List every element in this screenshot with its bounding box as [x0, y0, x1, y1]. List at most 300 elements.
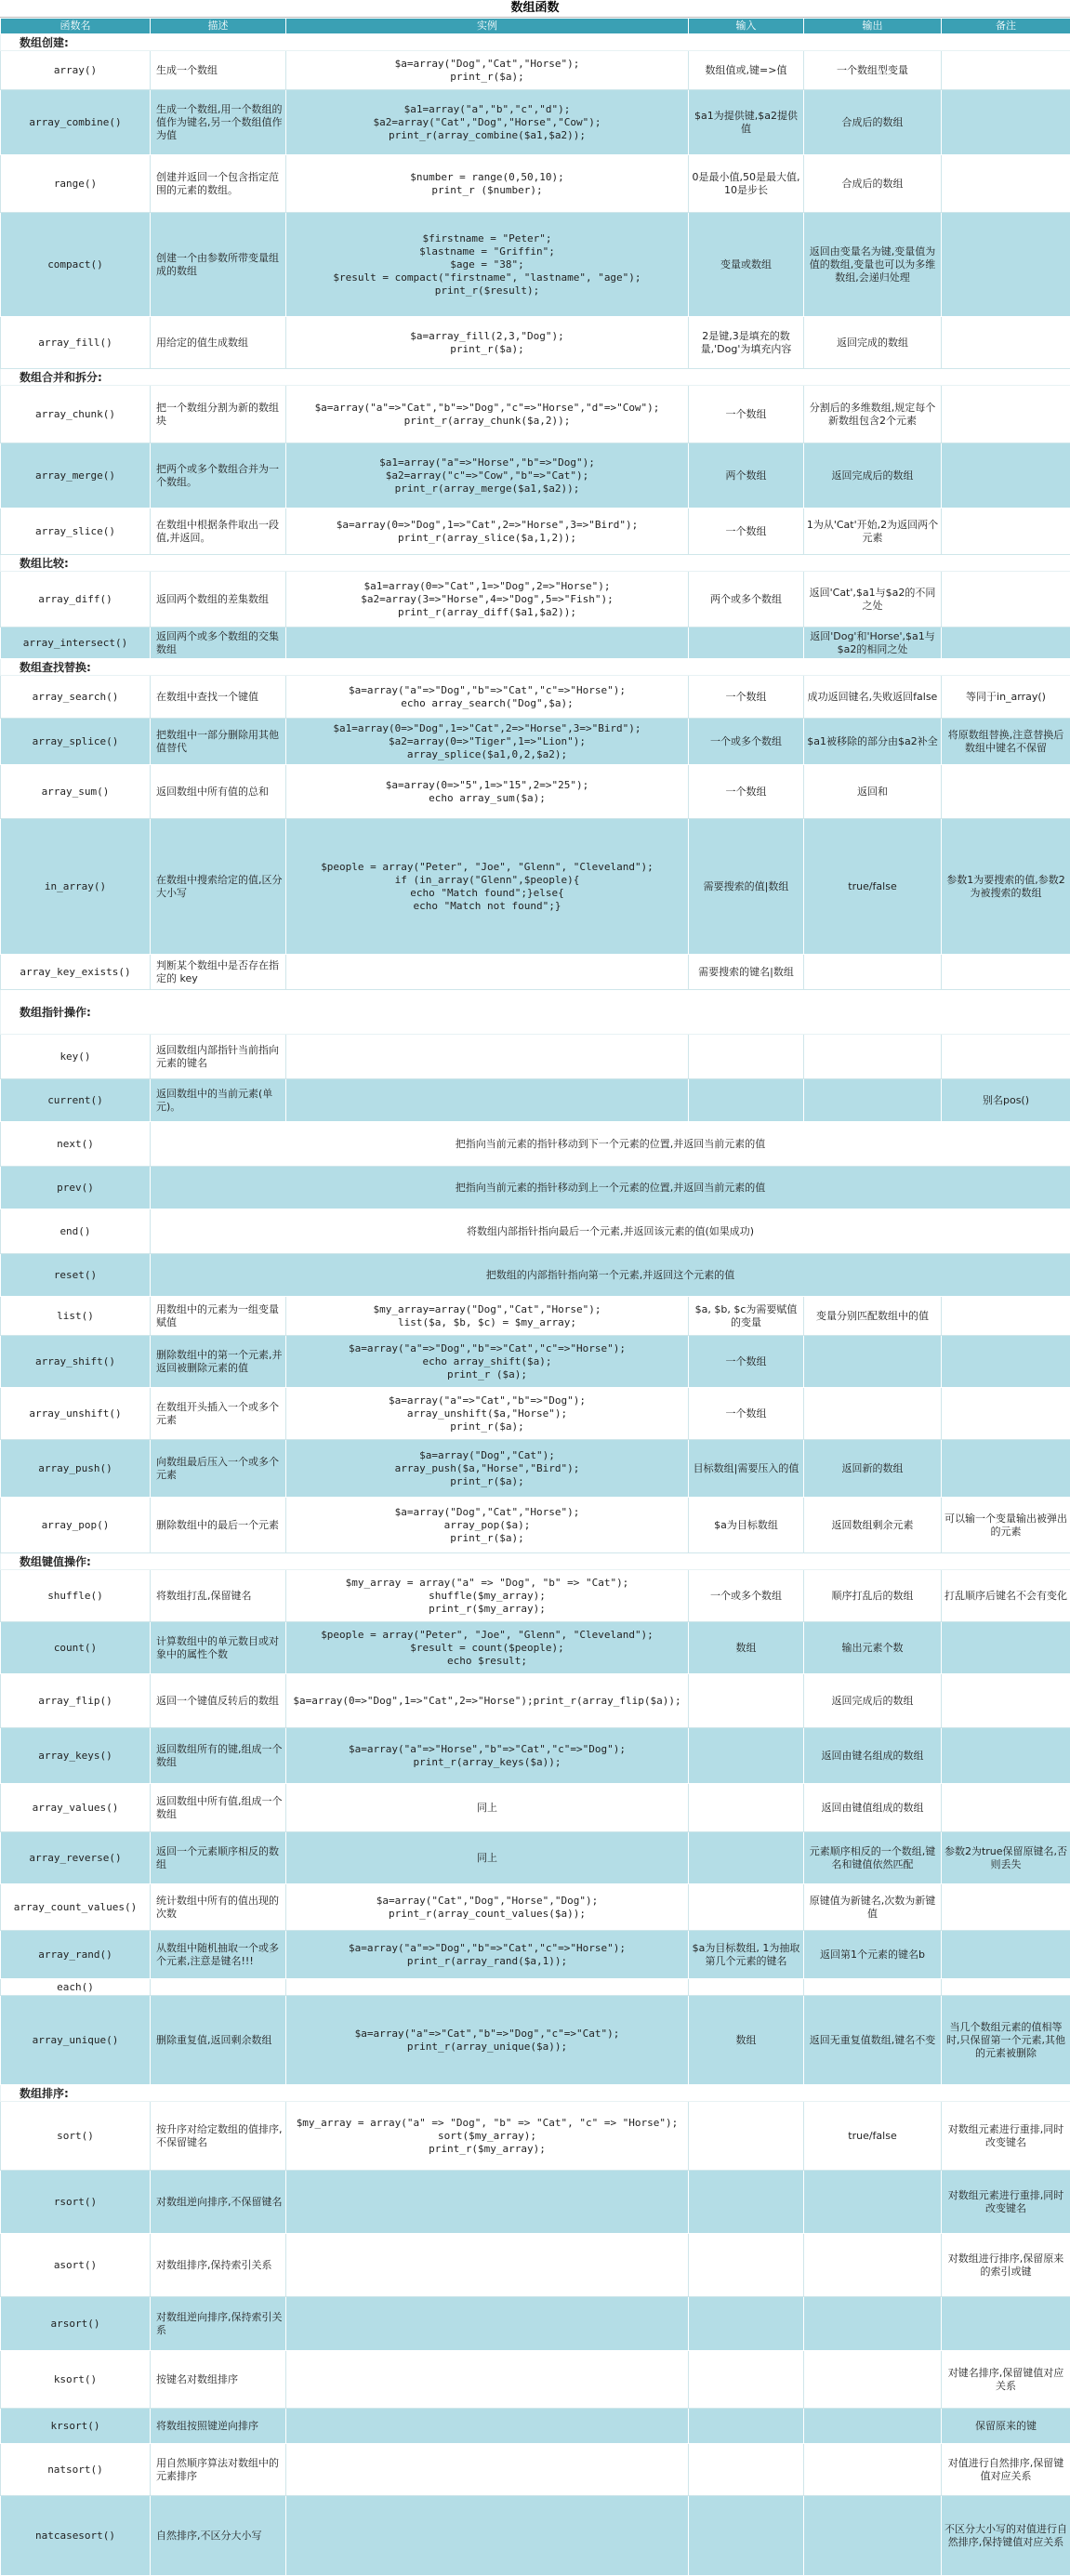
function-input: $a为目标数组, 1为抽取第几个元素的键名 — [689, 1931, 804, 1979]
function-description: 把两个或多个数组合并为一个数组。 — [151, 443, 286, 509]
function-description — [151, 1979, 286, 1996]
function-note — [942, 90, 1070, 155]
function-note: 对数组进行排序,保留原来的索引或键 — [942, 2234, 1070, 2297]
function-note — [942, 1388, 1070, 1440]
function-description: 返回数组中所有值的总和 — [151, 765, 286, 819]
function-input: 变量或数组 — [689, 213, 804, 317]
function-row — [1, 1167, 1070, 1209]
function-description: 在数组中搜索给定的值,区分大小写 — [151, 819, 286, 955]
header-row — [1, 19, 1070, 34]
function-row — [1, 2171, 1070, 2234]
function-input: 一个数组 — [689, 1388, 804, 1440]
section-row — [1, 659, 1070, 676]
function-description: 返回一个键值反转后的数组 — [151, 1674, 286, 1728]
function-example: $a1=array(0=>"Cat",1=>"Dog",2=>"Horse"); $a2=array(3=>"Horse",4=>"Dog",5=>"Fish"); print_r(array_diff($a1,$a2)); — [286, 572, 689, 627]
function-name: list() — [1, 1297, 151, 1336]
function-description: 自然排序,不区分大小写 — [151, 2496, 286, 2576]
function-name: array_chunk() — [1, 386, 151, 443]
function-row — [1, 1209, 1070, 1254]
function-description: 删除重复值,返回剩余数组 — [151, 1996, 286, 2085]
section-row — [1, 555, 1070, 572]
function-output: 元素顺序相反的一个数组,键名和键值依然匹配 — [804, 1832, 942, 1884]
function-output: true/false — [804, 819, 942, 955]
function-description: 对数组排序,保持索引关系 — [151, 2234, 286, 2297]
function-row — [1, 1979, 1070, 1996]
function-note — [942, 1440, 1070, 1498]
function-input — [689, 2444, 804, 2496]
function-row — [1, 90, 1070, 155]
function-description: 判断某个数组中是否存在指定的 key — [151, 955, 286, 990]
function-row — [1, 1388, 1070, 1440]
function-note — [942, 1784, 1070, 1832]
function-note: 将原数组替换,注意替换后数组中键名不保留 — [942, 719, 1070, 765]
function-example — [286, 2496, 689, 2576]
section-row — [1, 1553, 1070, 1570]
function-note: 对键名排序,保留键值对应关系 — [942, 2351, 1070, 2409]
function-example: $a=array("Dog","Cat","Horse"); print_r($a); — [286, 51, 689, 90]
function-note — [942, 213, 1070, 317]
function-note: 参数1为要搜索的值,参数2为被搜索的数组 — [942, 819, 1070, 955]
function-description: 将数组内部指针指向最后一个元素,并返回该元素的值(如果成功) — [151, 1209, 1070, 1254]
function-example: $my_array=array("Dog","Cat","Horse"); list($a, $b, $c) = $my_array; — [286, 1297, 689, 1336]
function-name: end() — [1, 1209, 151, 1254]
function-description: 将数组按照键逆向排序 — [151, 2409, 286, 2444]
function-description: 向数组最后压入一个或多个元素 — [151, 1440, 286, 1498]
function-description: 把数组的内部指针指向第一个元素,并返回这个元素的值 — [151, 1254, 1070, 1297]
function-output: 合成后的数组 — [804, 90, 942, 155]
function-example — [286, 2234, 689, 2297]
function-name: array_flip() — [1, 1674, 151, 1728]
function-row — [1, 2496, 1070, 2576]
function-note: 对数组元素进行重排,同时改变键名 — [942, 2102, 1070, 2171]
function-output: 返回由键值组成的数组 — [804, 1784, 942, 1832]
function-name: array_combine() — [1, 90, 151, 155]
section-row — [1, 990, 1070, 1035]
function-note: 可以输一个变量输出被弹出的元素 — [942, 1498, 1070, 1553]
function-output — [804, 2234, 942, 2297]
function-example: $a=array_fill(2,3,"Dog"); print_r($a); — [286, 317, 689, 369]
function-name: array_keys() — [1, 1728, 151, 1784]
function-row — [1, 213, 1070, 317]
function-description: 统计数组中所有的值出现的次数 — [151, 1884, 286, 1931]
function-name: array_pop() — [1, 1498, 151, 1553]
function-note: 对数组元素进行重排,同时改变键名 — [942, 2171, 1070, 2234]
header-desc: 描述 — [151, 19, 286, 34]
function-row — [1, 1440, 1070, 1498]
function-input — [689, 1035, 804, 1079]
function-name: array() — [1, 51, 151, 90]
function-output: 一个数组型变量 — [804, 51, 942, 90]
function-example: $a=array("Dog","Cat","Horse"); array_pop($a); print_r($a); — [286, 1498, 689, 1553]
function-description: 把指向当前元素的指针移动到下一个元素的位置,并返回当前元素的值 — [151, 1122, 1070, 1167]
function-output — [804, 1388, 942, 1440]
function-row — [1, 765, 1070, 819]
function-name: natcasesort() — [1, 2496, 151, 2576]
function-row — [1, 1674, 1070, 1728]
function-output — [804, 2496, 942, 2576]
function-output: 返回新的数组 — [804, 1440, 942, 1498]
function-output: 返回无重复值数组,键名不变 — [804, 1996, 942, 2085]
function-name: array_rand() — [1, 1931, 151, 1979]
function-example: $a=array("a"=>"Cat","b"=>"Dog","c"=>"Cat"); print_r(array_unique($a)); — [286, 1996, 689, 2085]
function-name: array_unique() — [1, 1996, 151, 2085]
function-input — [689, 1079, 804, 1122]
function-example: $a=array("a"=>"Cat","b"=>"Dog"); array_unshift($a,"Horse"); print_r($a); — [286, 1388, 689, 1440]
function-example: $my_array = array("a" => "Dog", "b" => "Cat", "c" => "Horse"); sort($my_array); print_r($my_array); — [286, 2102, 689, 2171]
function-row — [1, 1996, 1070, 2085]
function-output: 返回由键名组成的数组 — [804, 1728, 942, 1784]
function-description: 返回数组内部指针当前指向元素的键名 — [151, 1035, 286, 1079]
function-name: array_search() — [1, 676, 151, 719]
function-name: arsort() — [1, 2297, 151, 2351]
function-note — [942, 1674, 1070, 1728]
function-output: 返回第1个元素的键名b — [804, 1931, 942, 1979]
function-row — [1, 1622, 1070, 1674]
function-example: $a=array("Dog","Cat"); array_push($a,"Horse","Bird"); print_r($a); — [286, 1440, 689, 1498]
function-name: array_reverse() — [1, 1832, 151, 1884]
function-description: 创建并返回一个包含指定范围的元素的数组。 — [151, 155, 286, 213]
function-note: 等同于in_array() — [942, 676, 1070, 719]
function-example: 同上 — [286, 1832, 689, 1884]
function-name: krsort() — [1, 2409, 151, 2444]
function-example — [286, 2171, 689, 2234]
function-description: 用自然顺序算法对数组中的元素排序 — [151, 2444, 286, 2496]
function-example: $a=array(0=>"Dog",1=>"Cat",2=>"Horse",3=>"Bird"); print_r(array_slice($a,1,2)); — [286, 509, 689, 555]
function-description: 返回数组中的当前元素(单元)。 — [151, 1079, 286, 1122]
function-row — [1, 2234, 1070, 2297]
function-output: 分割后的多维数组,规定每个新数组包含2个元素 — [804, 386, 942, 443]
function-note — [942, 317, 1070, 369]
function-name: array_diff() — [1, 572, 151, 627]
function-output — [804, 2171, 942, 2234]
function-description: 返回一个元素顺序相反的数组 — [151, 1832, 286, 1884]
function-example: $people = array("Peter", "Joe", "Glenn", "Cleveland"); $result = count($people); echo $result; — [286, 1622, 689, 1674]
function-input: 需要搜索的值|数组 — [689, 819, 804, 955]
function-example: $a1=array("a","b","c","d"); $a2=array("Cat","Dog","Horse","Cow"); print_r(array_combine($a1,$a2)); — [286, 90, 689, 155]
section-label: 数组查找替换: — [1, 659, 1070, 676]
function-note — [942, 572, 1070, 627]
function-input: 两个数组 — [689, 443, 804, 509]
function-row — [1, 1784, 1070, 1832]
function-description: 按键名对数组排序 — [151, 2351, 286, 2409]
header-input: 输入 — [689, 19, 804, 34]
function-row — [1, 51, 1070, 90]
function-output — [804, 955, 942, 990]
function-input: 需要搜索的键名|数组 — [689, 955, 804, 990]
function-input: $a1为提供键,$a2提供值 — [689, 90, 804, 155]
function-output: 顺序打乱后的数组 — [804, 1570, 942, 1622]
function-description: 计算数组中的单元数目或对象中的属性个数 — [151, 1622, 286, 1674]
function-note — [942, 2297, 1070, 2351]
function-input: 一个数组 — [689, 1336, 804, 1388]
function-name: prev() — [1, 1167, 151, 1209]
function-name: array_shift() — [1, 1336, 151, 1388]
function-row — [1, 509, 1070, 555]
function-description: 创建一个由参数所带变量组成的数组 — [151, 213, 286, 317]
function-output — [804, 2409, 942, 2444]
function-input — [689, 2409, 804, 2444]
function-input: 数组 — [689, 1996, 804, 2085]
function-output: 变量分别匹配数组中的值 — [804, 1297, 942, 1336]
function-description: 删除数组中的第一个元素,并返回被删除元素的值 — [151, 1336, 286, 1388]
section-label: 数组键值操作: — [1, 1553, 1070, 1570]
function-description: 把一个数组分割为新的数组块 — [151, 386, 286, 443]
function-input — [689, 2351, 804, 2409]
function-name: array_splice() — [1, 719, 151, 765]
function-row — [1, 1570, 1070, 1622]
function-input — [689, 1979, 804, 1996]
function-row — [1, 2102, 1070, 2171]
function-description: 把指向当前元素的指针移动到上一个元素的位置,并返回当前元素的值 — [151, 1167, 1070, 1209]
function-name: asort() — [1, 2234, 151, 2297]
function-output: 返回完成的数组 — [804, 317, 942, 369]
function-description: 按升序对给定数组的值排序,不保留键名 — [151, 2102, 286, 2171]
function-note — [942, 1979, 1070, 1996]
function-row — [1, 1336, 1070, 1388]
section-label: 数组指针操作: — [1, 990, 1070, 1035]
function-row — [1, 2444, 1070, 2496]
function-description: 用数组中的元素为一组变量赋值 — [151, 1297, 286, 1336]
function-example — [286, 2409, 689, 2444]
function-input: 一个数组 — [689, 765, 804, 819]
function-note — [942, 51, 1070, 90]
function-input: 目标数组|需要压入的值 — [689, 1440, 804, 1498]
function-name: next() — [1, 1122, 151, 1167]
function-input: 两个或多个数组 — [689, 572, 804, 627]
function-example: $a=array(0=>"5",1=>"15",2=>"25"); echo array_sum($a); — [286, 765, 689, 819]
function-example: 同上 — [286, 1784, 689, 1832]
function-example: $a=array("a"=>"Dog","b"=>"Cat","c"=>"Horse"); print_r(array_rand($a,1)); — [286, 1931, 689, 1979]
function-row — [1, 676, 1070, 719]
function-description: 返回数组中所有值,组成一个数组 — [151, 1784, 286, 1832]
function-input: 一个或多个数组 — [689, 1570, 804, 1622]
function-name: key() — [1, 1035, 151, 1079]
function-name: natsort() — [1, 2444, 151, 2496]
function-table — [0, 18, 1070, 2576]
function-input — [689, 1674, 804, 1728]
function-output: 返回'Cat',$a1与$a2的不同之处 — [804, 572, 942, 627]
function-input: 数组值或,键=>值 — [689, 51, 804, 90]
function-note — [942, 627, 1070, 659]
function-name: in_array() — [1, 819, 151, 955]
function-example: $people = array("Peter", "Joe", "Glenn", "Cleveland"); if (in_array("Glenn",$people){ echo "Match found";}else{ echo "Match not found";} — [286, 819, 689, 955]
section-label: 数组合并和拆分: — [1, 369, 1070, 386]
function-name: array_values() — [1, 1784, 151, 1832]
function-input — [689, 2297, 804, 2351]
section-label: 数组排序: — [1, 2085, 1070, 2102]
function-example: $firstname = "Peter"; $lastname = "Griffin"; $age = "38"; $result = compact("firstname", "lastname", "age"); print_r($result); — [286, 213, 689, 317]
function-output: 输出元素个数 — [804, 1622, 942, 1674]
function-input — [689, 2496, 804, 2576]
function-input: 一个数组 — [689, 676, 804, 719]
function-output: 返回由变量名为键,变量值为值的数组,变量也可以为多维数组,会递归处理 — [804, 213, 942, 317]
function-note — [942, 155, 1070, 213]
function-input: 一个数组 — [689, 509, 804, 555]
function-row — [1, 2297, 1070, 2351]
function-note: 别名pos() — [942, 1079, 1070, 1122]
function-note — [942, 1931, 1070, 1979]
function-output: 原键值为新键名,次数为新键值 — [804, 1884, 942, 1931]
function-output: 合成后的数组 — [804, 155, 942, 213]
function-note — [942, 1336, 1070, 1388]
function-name: array_push() — [1, 1440, 151, 1498]
function-note: 打乱顺序后键名不会有变化 — [942, 1570, 1070, 1622]
function-input: 数组 — [689, 1622, 804, 1674]
function-description: 在数组中查找一个键值 — [151, 676, 286, 719]
function-row — [1, 155, 1070, 213]
function-name: ksort() — [1, 2351, 151, 2409]
function-example: $my_array = array("a" => "Dog", "b" => "Cat"); shuffle($my_array); print_r($my_array); — [286, 1570, 689, 1622]
function-note — [942, 955, 1070, 990]
function-output — [804, 2444, 942, 2496]
function-description: 返回两个或多个数组的交集数组 — [151, 627, 286, 659]
section-row — [1, 2085, 1070, 2102]
function-output: 返回'Dog'和'Horse',$a1与$a2的相同之处 — [804, 627, 942, 659]
header-output: 输出 — [804, 19, 942, 34]
function-row — [1, 955, 1070, 990]
function-name: current() — [1, 1079, 151, 1122]
function-description: 生成一个数组 — [151, 51, 286, 90]
function-row — [1, 443, 1070, 509]
function-description: 从数组中随机抽取一个或多个元素,注意是键名!!! — [151, 1931, 286, 1979]
function-note — [942, 765, 1070, 819]
function-name: rsort() — [1, 2171, 151, 2234]
function-output: true/false — [804, 2102, 942, 2171]
function-example: $a=array("a"=>"Dog","b"=>"Cat","c"=>"Horse"); echo array_search("Dog",$a); — [286, 676, 689, 719]
function-row — [1, 572, 1070, 627]
function-input — [689, 2234, 804, 2297]
function-output — [804, 1035, 942, 1079]
function-description: 把数组中一部分删除用其他值替代 — [151, 719, 286, 765]
function-description: 在数组中根据条件取出一段值,并返回。 — [151, 509, 286, 555]
function-output — [804, 2297, 942, 2351]
function-description: 对数组逆向排序,不保留键名 — [151, 2171, 286, 2234]
function-note: 对值进行自然排序,保留键值对应关系 — [942, 2444, 1070, 2496]
function-input: $a, $b, $c为需要赋值的变量 — [689, 1297, 804, 1336]
function-row — [1, 1079, 1070, 1122]
function-example — [286, 1979, 689, 1996]
function-name: array_slice() — [1, 509, 151, 555]
function-description: 将数组打乱,保留键名 — [151, 1570, 286, 1622]
function-row — [1, 1931, 1070, 1979]
function-note: 保留原来的键 — [942, 2409, 1070, 2444]
function-row — [1, 819, 1070, 955]
function-name: array_unshift() — [1, 1388, 151, 1440]
function-input — [689, 1728, 804, 1784]
function-name: array_sum() — [1, 765, 151, 819]
function-example — [286, 955, 689, 990]
function-description: 用给定的值生成数组 — [151, 317, 286, 369]
function-input: 一个或多个数组 — [689, 719, 804, 765]
function-description: 在数组开头插入一个或多个元素 — [151, 1388, 286, 1440]
function-name: sort() — [1, 2102, 151, 2171]
function-example: $a=array("a"=>"Cat","b"=>"Dog","c"=>"Horse","d"=>"Cow"); print_r(array_chunk($a,2)); — [286, 386, 689, 443]
function-example — [286, 627, 689, 659]
function-input — [689, 1832, 804, 1884]
function-name: each() — [1, 1979, 151, 1996]
function-input: 2是键,3是填充的数量,'Dog'为填充内容 — [689, 317, 804, 369]
function-row — [1, 386, 1070, 443]
function-output: 返回完成后的数组 — [804, 443, 942, 509]
function-output — [804, 2351, 942, 2409]
function-example: $number = range(0,50,10); print_r ($number); — [286, 155, 689, 213]
function-row — [1, 1297, 1070, 1336]
function-description: 删除数组中的最后一个元素 — [151, 1498, 286, 1553]
function-name: array_intersect() — [1, 627, 151, 659]
sheet-title: 数组函数 — [0, 0, 1070, 18]
function-row — [1, 719, 1070, 765]
function-input — [689, 1884, 804, 1931]
function-example — [286, 1035, 689, 1079]
function-description: 返回两个数组的差集数组 — [151, 572, 286, 627]
header-note: 备注 — [942, 19, 1070, 34]
section-label: 数组创建: — [1, 34, 1070, 51]
function-output: 返回完成后的数组 — [804, 1674, 942, 1728]
function-row — [1, 1832, 1070, 1884]
function-name: array_merge() — [1, 443, 151, 509]
function-example: $a1=array(0=>"Dog",1=>"Cat",2=>"Horse",3=>"Bird"); $a2=array(0=>"Tiger",1=>"Lion"); array_splice($a1,0,2,$a2); — [286, 719, 689, 765]
function-output: $a1被移除的部分由$a2补全 — [804, 719, 942, 765]
function-output: 返回和 — [804, 765, 942, 819]
function-row — [1, 1498, 1070, 1553]
function-note — [942, 1884, 1070, 1931]
function-description: 对数组逆向排序,保持索引关系 — [151, 2297, 286, 2351]
function-name: array_count_values() — [1, 1884, 151, 1931]
function-note: 参数2为true保留原键名,否则丢失 — [942, 1832, 1070, 1884]
function-output — [804, 1079, 942, 1122]
function-row — [1, 2351, 1070, 2409]
function-output — [804, 1336, 942, 1388]
function-name: array_fill() — [1, 317, 151, 369]
function-output: 1为从'Cat'开始,2为返回两个元素 — [804, 509, 942, 555]
function-name: range() — [1, 155, 151, 213]
function-note — [942, 1728, 1070, 1784]
function-example: $a=array("a"=>"Horse","b"=>"Cat","c"=>"Dog"); print_r(array_keys($a)); — [286, 1728, 689, 1784]
function-input: 0是最小值,50是最大值,10是步长 — [689, 155, 804, 213]
function-note: 当几个数组元素的值相等时,只保留第一个元素,其他的元素被删除 — [942, 1996, 1070, 2085]
function-example — [286, 2297, 689, 2351]
function-input — [689, 1784, 804, 1832]
function-name: count() — [1, 1622, 151, 1674]
function-example: $a1=array("a"=>"Horse","b"=>"Dog"); $a2=array("c"=>"Cow","b"=>"Cat"); print_r(array_merge($a1,$a2)); — [286, 443, 689, 509]
function-row — [1, 627, 1070, 659]
function-note — [942, 443, 1070, 509]
function-note — [942, 386, 1070, 443]
section-label: 数组比较: — [1, 555, 1070, 572]
function-input: $a为目标数组 — [689, 1498, 804, 1553]
section-row — [1, 34, 1070, 51]
function-note — [942, 1622, 1070, 1674]
function-name: compact() — [1, 213, 151, 317]
function-row — [1, 2409, 1070, 2444]
function-example: $a=array("Cat","Dog","Horse","Dog"); print_r(array_count_values($a)); — [286, 1884, 689, 1931]
function-description: 返回数组所有的键,组成一个数组 — [151, 1728, 286, 1784]
function-note — [942, 1035, 1070, 1079]
function-description: 生成一个数组,用一个数组的值作为键名,另一个数组值作为值 — [151, 90, 286, 155]
header-name: 函数名 — [1, 19, 151, 34]
function-example — [286, 2444, 689, 2496]
function-row — [1, 317, 1070, 369]
function-example: $a=array("a"=>"Dog","b"=>"Cat","c"=>"Horse"); echo array_shift($a); print_r ($a); — [286, 1336, 689, 1388]
function-example: $a=array(0=>"Dog",1=>"Cat",2=>"Horse");print_r(array_flip($a)); — [286, 1674, 689, 1728]
function-example — [286, 2351, 689, 2409]
function-row — [1, 1254, 1070, 1297]
function-note — [942, 509, 1070, 555]
function-note: 不区分大小写的对值进行自然排序,保持键值对应关系 — [942, 2496, 1070, 2576]
function-input: 一个数组 — [689, 386, 804, 443]
section-row — [1, 369, 1070, 386]
function-example — [286, 1079, 689, 1122]
